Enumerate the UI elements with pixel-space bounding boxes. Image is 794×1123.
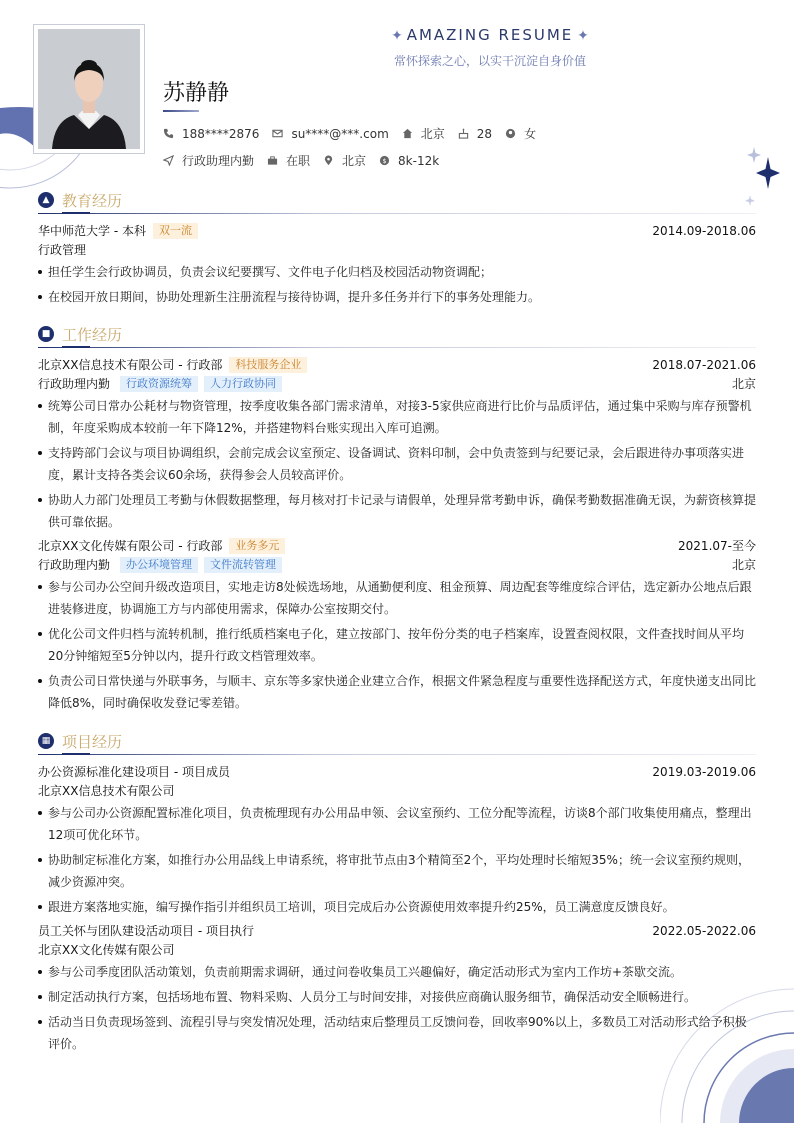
major-row [38, 240, 756, 259]
age-text: 28 [476, 126, 493, 141]
phone-item [163, 127, 259, 141]
project-company-row [38, 781, 756, 800]
education-bullets [38, 261, 756, 308]
banner-subtitle: 常怀探索之心，以实干沉淀自身价值 [393, 54, 586, 68]
status-text: 在职 [286, 154, 311, 168]
company-name: 北京XX文化传媒有限公司 - 行政部 [38, 539, 223, 553]
project-name: 员工关怀与团队建设活动项目 - 项目执行 [38, 924, 254, 938]
list-item: 协助制定标准化方案，如推行办公用品线上申请系统，将审批节点由3个精简至2个，平均处理时长缩短35%；统一会议室预约规则，减少资源冲突。 [38, 849, 756, 893]
resume-banner [380, 26, 600, 69]
sparkle-left-icon: ✦ [391, 28, 403, 44]
section-divider [38, 212, 756, 215]
candidate-name: 苏静静 [163, 81, 230, 106]
project-date: 2022.05-2022.06 [652, 923, 756, 938]
email-icon [272, 128, 283, 139]
phone-text: 188****2876 [182, 126, 260, 141]
name-underline [163, 110, 199, 112]
job-target-item [163, 152, 254, 169]
skill-tag: 人力行政协同 [204, 376, 282, 392]
education-title: 教育经历 [62, 191, 123, 210]
age-item [458, 127, 492, 141]
skill-tag: 办公环境管理 [120, 557, 198, 573]
job-entry-row [38, 355, 756, 374]
section-divider [38, 346, 756, 349]
phone-icon [163, 128, 174, 139]
briefcase-icon [267, 155, 278, 166]
project-company: 北京XX文化传媒有限公司 [38, 943, 175, 957]
email-text: su****@***.com [291, 126, 389, 141]
briefcase-section-icon: ■ [38, 326, 54, 342]
education-date: 2014.09-2018.06 [652, 223, 756, 238]
education-entry-row [38, 221, 756, 240]
work-title: 工作经历 [62, 325, 123, 344]
sparkle-right-icon: ✦ [577, 28, 589, 44]
job-target-text: 行政助理内勤 [182, 154, 255, 168]
job-role-row [38, 555, 756, 574]
job-role-row [38, 374, 756, 393]
list-item: 协助人力部门处理员工考勤与休假数据整理，每月核对打卡记录与请假单，处理异常考勤申诉，确保考勤数据准确无误，为薪资核算提供可靠依据。 [38, 489, 756, 533]
banner-title-row [380, 26, 600, 44]
job-location: 北京 [731, 558, 756, 572]
city-item [323, 152, 366, 169]
list-item: 担任学生会行政协调员，负责会议纪要撰写、文件电子化归档及校园活动物资调配； [38, 261, 756, 283]
list-item: 参与公司办公资源配置标准化项目，负责梳理现有办公用品申领、会议室预约、工位分配等流程，访谈8个部门收集使用痛点，整理出12项可优化环节。 [38, 802, 756, 846]
money-icon [379, 155, 390, 166]
company-name: 北京XX信息技术有限公司 - 行政部 [38, 358, 223, 372]
company-tag: 科技服务企业 [229, 357, 307, 373]
email-item [272, 127, 388, 141]
list-item: 统筹公司日常办公耗材与物资管理，按季度收集各部门需求清单，对接3-5家供应商进行比价与品质评估，通过集中采购与库存预警机制，年度采购成本较前一年下降12%，并搭建物料台账实现出入库可追溯。 [38, 395, 756, 439]
project-bullets [38, 802, 756, 918]
major-text: 行政管理 [38, 243, 87, 257]
projects-title: 项目经历 [62, 732, 123, 751]
job-intention-row [163, 152, 452, 169]
profile-photo [38, 29, 140, 149]
job-date: 2021.07-至今 [678, 539, 756, 553]
skill-tag: 行政资源统筹 [120, 376, 198, 392]
project-name: 办公资源标准化建设项目 - 项目成员 [38, 765, 230, 779]
job-entry-row [38, 536, 756, 555]
contact-row [163, 125, 549, 142]
projects-header [38, 731, 756, 751]
cake-icon [458, 128, 469, 139]
job-date: 2018.07-2021.06 [652, 357, 756, 372]
project-date: 2019.03-2019.06 [652, 764, 756, 779]
project-company: 北京XX信息技术有限公司 [38, 784, 175, 798]
list-item: 制定活动执行方案，包括场地布置、物料采购、人员分工与时间安排，对接供应商确认服务细节，确保活动安全顺畅进行。 [38, 986, 756, 1008]
hometown-text: 北京 [420, 127, 445, 141]
svg-text:$: $ [382, 156, 387, 165]
city-text: 北京 [342, 154, 367, 168]
project-entry-row [38, 762, 756, 781]
school-tag: 双一流 [153, 223, 198, 239]
list-item: 参与公司季度团队活动策划，负责前期需求调研，通过问卷收集员工兴趣偏好，确定活动形式为室内工作坊+茶歇交流。 [38, 961, 756, 983]
gender-item [505, 125, 536, 142]
profile-photo-frame [33, 24, 145, 154]
list-item: 参与公司办公空间升级改造项目，实地走访8处候选场地，从通勤便利度、租金预算、周边配套等维度综合评估，选定新办公地点后跟进装修进度，协调施工方与内部使用需求，保障办公室按期交付。 [38, 576, 756, 620]
home-icon [402, 128, 413, 139]
list-item: 活动当日负责现场签到、流程引导与突发情况处理，活动结束后整理员工反馈问卷，回收率90%以上，多数员工对活动形式给予积极评价。 [38, 1011, 756, 1055]
education-section [38, 190, 756, 311]
grid-icon: ▦ [38, 733, 54, 749]
list-item: 优化公司文件归档与流转机制，推行纸质档案电子化，建立按部门、按年份分类的电子档案库，设置查阅权限，文件查找时间从平均20分钟缩短至5分钟以内，提升行政文档管理效率。 [38, 623, 756, 667]
graduation-cap-icon: ▲ [38, 192, 54, 208]
avatar-figure [38, 29, 140, 149]
job-location: 北京 [731, 377, 756, 391]
salary-text: 8k-12k [398, 153, 440, 168]
school-name: 华中师范大学 - 本科 [38, 224, 146, 238]
company-tag: 业务多元 [229, 538, 285, 554]
work-section [38, 324, 756, 717]
gender-icon [505, 128, 516, 139]
work-header [38, 324, 756, 344]
list-item: 负责公司日常快递与外联事务，与顺丰、京东等多家快递企业建立合作，根据文件紧急程度与重要性选择配送方式，年度快递支出同比降低8%，同时确保收发登记零差错。 [38, 670, 756, 714]
project-entry-row [38, 921, 756, 940]
skill-tag: 文件流转管理 [204, 557, 282, 573]
gender-text: 女 [524, 127, 537, 141]
project-company-row [38, 940, 756, 959]
status-item [267, 152, 310, 169]
salary-item [379, 154, 439, 168]
job-bullets [38, 576, 756, 714]
banner-title: AMAZING RESUME [406, 26, 574, 44]
job-role: 行政助理内勤 [38, 558, 111, 572]
job-role: 行政助理内勤 [38, 377, 111, 391]
job-bullets [38, 395, 756, 533]
list-item: 支持跨部门会议与项目协调组织，会前完成会议室预定、设备调试、资料印制，会中负责签到与纪要记录，会后跟进待办事项落实进度，累计支持各类会议60余场，获得参会人员较高评价。 [38, 442, 756, 486]
projects-section [38, 731, 756, 1058]
send-icon [163, 155, 174, 166]
location-pin-icon [323, 155, 334, 166]
project-bullets [38, 961, 756, 1055]
list-item: 在校园开放日期间，协助处理新生注册流程与接待协调，提升多任务并行下的事务处理能力。 [38, 286, 756, 308]
section-divider [38, 753, 756, 756]
list-item: 跟进方案落地实施，编写操作指引并组织员工培训，项目完成后办公资源使用效率提升约25%，员工满意度反馈良好。 [38, 896, 756, 918]
education-header [38, 190, 756, 210]
hometown-item [402, 125, 445, 142]
